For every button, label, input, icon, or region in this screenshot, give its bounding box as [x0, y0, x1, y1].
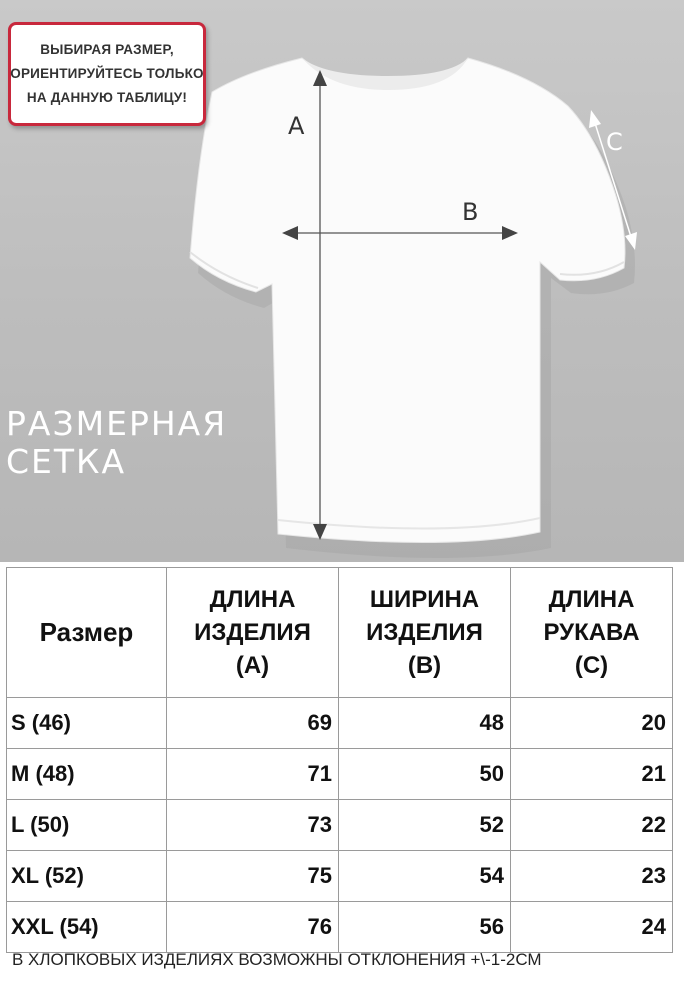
table-header-row [7, 568, 673, 698]
row-sleeve: 21 [511, 749, 673, 800]
row-sleeve: 22 [511, 800, 673, 851]
chart-title-line-2: СЕТКА [6, 442, 127, 481]
header-width-line-3: (B) [407, 652, 442, 679]
row-size: L (50) [7, 800, 167, 851]
row-size: XXL (54) [7, 902, 167, 953]
arrow-c-top-icon [589, 110, 601, 128]
header-size: Размер [7, 568, 167, 698]
row-length: 76 [167, 902, 339, 953]
label-c: C [606, 128, 623, 156]
row-sleeve: 24 [511, 902, 673, 953]
row-size: M (48) [7, 749, 167, 800]
table-row [7, 902, 673, 953]
label-a: A [288, 112, 305, 140]
header-sleeve [511, 568, 673, 698]
row-width: 54 [339, 851, 511, 902]
size-table [6, 567, 673, 953]
row-size: S (46) [7, 698, 167, 749]
header-sleeve-line-2: РУКАВА [543, 619, 640, 646]
notice-line-1: ВЫБИРАЯ РАЗМЕР, [40, 42, 174, 57]
header-width [339, 568, 511, 698]
label-b: B [462, 198, 479, 226]
table-row [7, 800, 673, 851]
row-length: 71 [167, 749, 339, 800]
notice-line-3: НА ДАННУЮ ТАБЛИЦУ! [26, 90, 188, 105]
row-length: 73 [167, 800, 339, 851]
row-sleeve: 23 [511, 851, 673, 902]
row-length: 75 [167, 851, 339, 902]
row-length: 69 [167, 698, 339, 749]
header-length-line-1: ДЛИНА [209, 586, 296, 613]
chart-title-line-1: РАЗМЕРНАЯ [6, 404, 228, 443]
notice-line-2: ОРИЕНТИРУЙТЕСЬ ТОЛЬКО [10, 66, 204, 81]
header-sleeve-line-1: ДЛИНА [548, 586, 635, 613]
row-width: 50 [339, 749, 511, 800]
header-length [167, 568, 339, 698]
row-width: 52 [339, 800, 511, 851]
header-width-line-2: ИЗДЕЛИЯ [366, 619, 483, 646]
row-sleeve: 20 [511, 698, 673, 749]
table-row [7, 749, 673, 800]
header-length-line-2: ИЗДЕЛИЯ [194, 619, 311, 646]
row-width: 48 [339, 698, 511, 749]
row-width: 56 [339, 902, 511, 953]
row-size: XL (52) [7, 851, 167, 902]
table-row [7, 698, 673, 749]
table-row [7, 851, 673, 902]
footnote: В ХЛОПКОВЫХ ИЗДЕЛИЯХ ВОЗМОЖНЫ ОТКЛОНЕНИЯ +\-1-2СМ [12, 950, 542, 969]
header-length-line-3: (A) [235, 652, 270, 679]
header-width-line-1: ШИРИНА [369, 586, 480, 613]
header-sleeve-line-3: (C) [574, 652, 609, 679]
size-notice [8, 22, 206, 126]
